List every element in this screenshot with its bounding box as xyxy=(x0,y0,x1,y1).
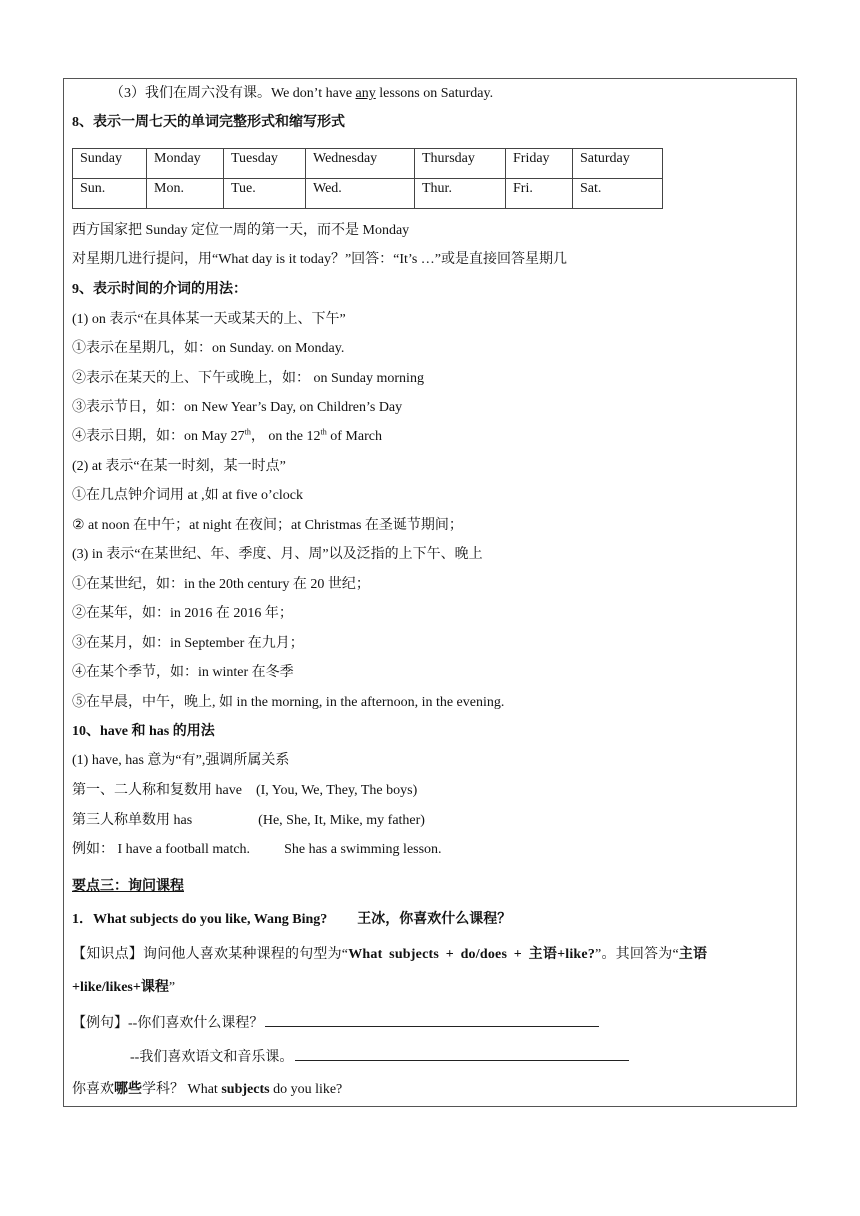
in-item-1: ①在某世纪，如：in the 20th century 在 20 世纪； xyxy=(72,577,370,592)
have-example: 例如： I have a football match. She has a swimming lesson. xyxy=(72,842,442,857)
on-item-3: ③表示节日，如：on New Year’s Day, on Children’s Day xyxy=(72,400,403,415)
have-meaning: (1) have, has 意为“有”,强调所属关系 xyxy=(72,753,290,768)
weekdays-table xyxy=(72,148,663,209)
question-1: 1．What subjects do you like, Wang Bing? 王冰，你喜欢什么课程？ xyxy=(72,912,512,927)
answer-blank-2[interactable] xyxy=(295,1046,629,1061)
at-title: (2) at 表示“在某一时刻，某一时点” xyxy=(72,459,286,474)
at-item-2: ② at noon 在中午；at night 在夜间；at Christmas 在圣诞节期间； xyxy=(72,518,463,533)
at-item-1: ①在几点钟介词用 at ,如 at five o’clock xyxy=(72,488,303,503)
point-3-heading: 要点三：询问课程 xyxy=(72,879,184,894)
note-what-day: 对星期几进行提问，用“What day is it today？”回答：“It’s …”或是直接回答星期几 xyxy=(72,252,567,267)
table-cell: Fri. xyxy=(506,179,573,209)
on-item-1: ①表示在星期几，如：on Sunday. on Monday. xyxy=(72,341,345,356)
knowledge-point-cont: +like/likes+课程” xyxy=(72,980,176,995)
on-item-2: ②表示在某天的上、下午或晚上，如： on Sunday morning xyxy=(72,371,424,386)
table-row xyxy=(73,179,663,209)
table-cell: Wed. xyxy=(306,179,415,209)
table-cell: Tuesday xyxy=(224,149,306,179)
example-a: --我们喜欢语文和音乐课。 xyxy=(130,1046,629,1068)
example-q: 【例句】--你们喜欢什么课程？ xyxy=(72,1012,599,1034)
have-rule-2: 第三人称单数用 has (He, She, It, Mike, my father) xyxy=(72,813,425,828)
on-title: (1) on 表示“在具体某一天或某天的上、下午” xyxy=(72,312,346,327)
in-item-2: ②在某年，如：in 2016 在 2016 年； xyxy=(72,606,293,621)
table-cell: Sat. xyxy=(573,179,663,209)
section-9-heading: 9、表示时间的介词的用法： xyxy=(72,282,247,297)
have-rule-1: 第一、二人称和复数用 have (I, You, We, They, The boys) xyxy=(72,783,418,798)
table-cell: Monday xyxy=(147,149,224,179)
in-item-3: ③在某月，如：in September 在九月； xyxy=(72,636,304,651)
table-cell: Thursday xyxy=(415,149,506,179)
on-item-4: ④表示日期，如：on May 27th， on the 12th of March xyxy=(72,427,382,444)
table-cell: Thur. xyxy=(415,179,506,209)
table-cell: Sun. xyxy=(73,179,147,209)
section-8-heading: 8、表示一周七天的单词完整形式和缩写形式 xyxy=(72,115,345,130)
table-cell: Mon. xyxy=(147,179,224,209)
in-item-4: ④在某个季节，如：in winter 在冬季 xyxy=(72,665,294,680)
table-cell: Saturday xyxy=(573,149,663,179)
note-sunday: 西方国家把 Sunday 定位一周的第一天，而不是 Monday xyxy=(72,223,410,238)
table-cell: Sunday xyxy=(73,149,147,179)
example-3: （3）我们在周六没有课。We don’t have any lessons on Saturday. xyxy=(110,86,494,101)
in-item-5: ⑤在早晨，中午，晚上, 如 in the morning, in the afternoon, in the evening. xyxy=(72,695,505,710)
knowledge-point: 【知识点】询问他人喜欢某种课程的句型为“What subjects + do/does + 主语+like?”。其回答为“主语 xyxy=(72,947,708,962)
table-cell: Friday xyxy=(506,149,573,179)
section-10-heading: 10、have 和 has 的用法 xyxy=(72,724,215,739)
in-title: (3) in 表示“在某世纪、年、季度、月、周”以及泛指的上下午、晚上 xyxy=(72,547,483,562)
table-cell: Tue. xyxy=(224,179,306,209)
which-subjects: 你喜欢哪些学科？ What subjects do you like? xyxy=(72,1082,343,1097)
table-row xyxy=(73,149,663,179)
answer-blank-1[interactable] xyxy=(265,1012,599,1027)
table-cell: Wednesday xyxy=(306,149,415,179)
